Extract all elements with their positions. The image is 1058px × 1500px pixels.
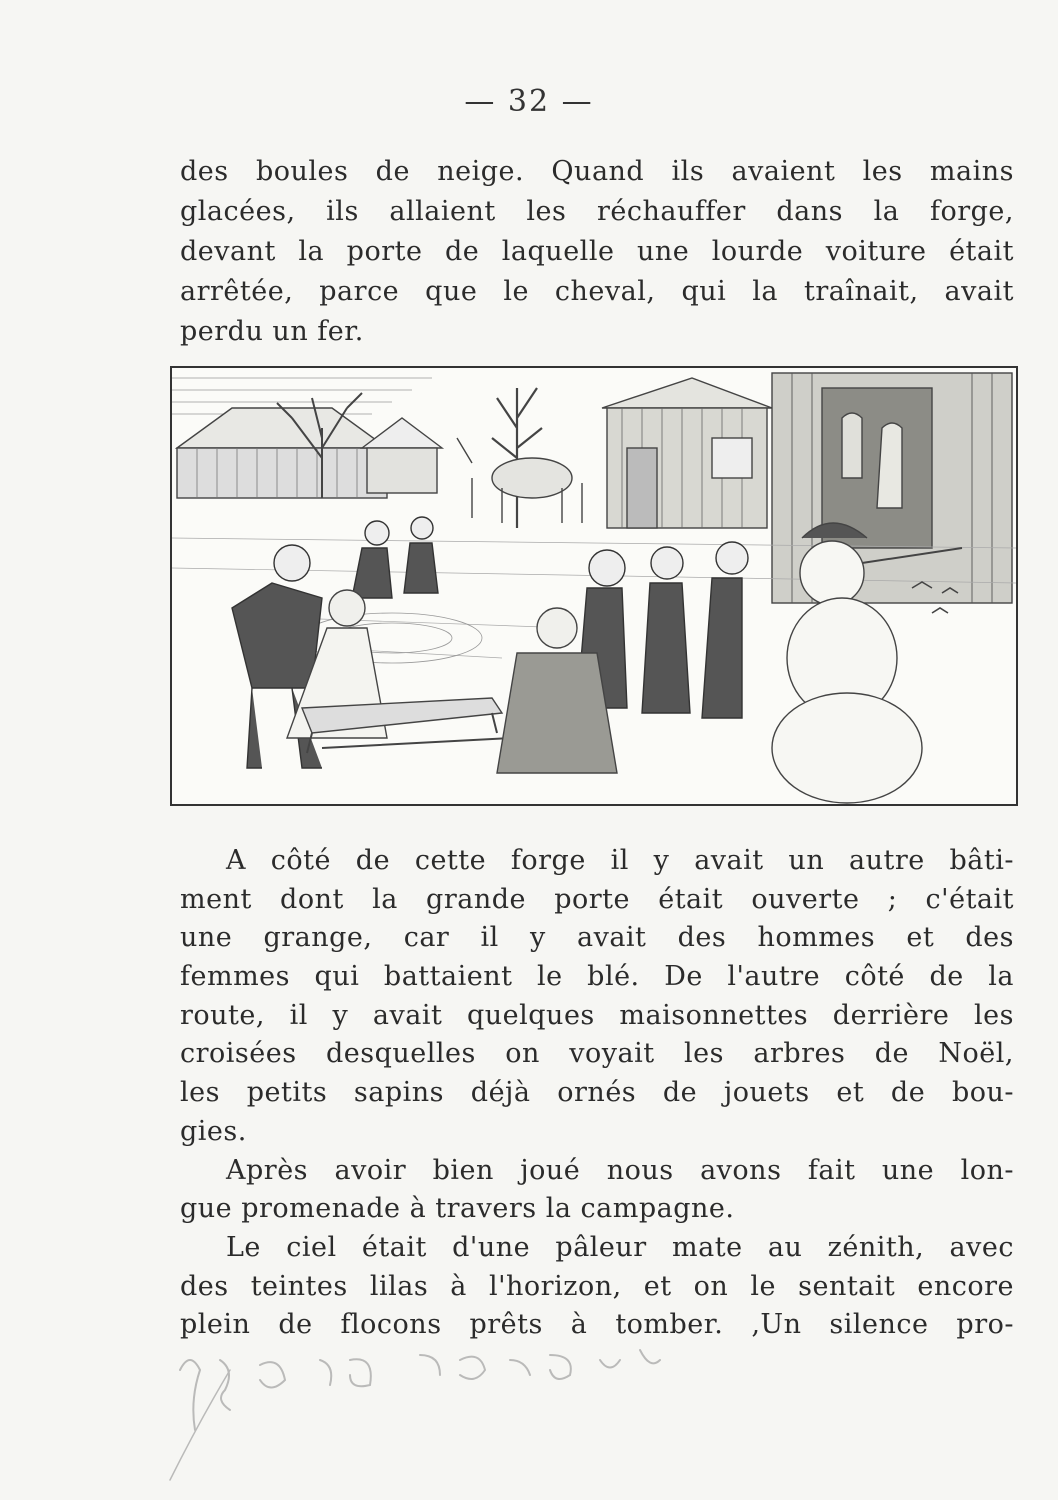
text-line: des boules de neige. Quand ils avaient les mains (180, 156, 1014, 187)
text-line: des teintes lilas à l'horizon, et on le sentait encore (180, 1270, 1014, 1302)
text-line: arrêtée, parce que le cheval, qui la traînait, avait (180, 276, 1014, 307)
paragraph-top (180, 152, 1014, 352)
illustration-drawing (172, 368, 1016, 804)
paragraph-bottom (180, 842, 1014, 1345)
text-line: route, il y avait quelques maisonnettes derrière les (180, 999, 1014, 1031)
text-line: devant la porte de laquelle une lourde voiture était (180, 236, 1014, 267)
text-line: ment dont la grande porte était ouverte ; c'était (180, 883, 1014, 915)
text-line: Le ciel était d'une pâleur mate au zénith, avec (226, 1231, 1014, 1263)
pencil-scribble (160, 1330, 860, 1490)
page-number: — 32 — (464, 84, 594, 119)
text-line: croisées desquelles on voyait les arbres de Noël, (180, 1038, 1014, 1070)
text-line: gies. (180, 1115, 247, 1147)
text-line: A côté de cette forge il y avait un autre bâti- (226, 845, 1014, 876)
text-line: glacées, ils allaient les réchauffer dans la forge, (180, 196, 1014, 227)
text-line: femmes qui battaient le blé. De l'autre côté de la (180, 961, 1014, 993)
text-line: les petits sapins déjà ornés de jouets et de bou- (180, 1077, 1014, 1109)
text-line: Après avoir bien joué nous avons fait une lon- (226, 1154, 1014, 1186)
illustration-winter-scene (170, 366, 1018, 806)
text-line: perdu un fer. (180, 316, 364, 347)
text-line: gue promenade à travers la campagne. (180, 1193, 735, 1225)
text-line: une grange, car il y avait des hommes et des (180, 922, 1014, 954)
text-line: plein de flocons prêts à tomber. ‚Un silence pro- (180, 1309, 1014, 1341)
